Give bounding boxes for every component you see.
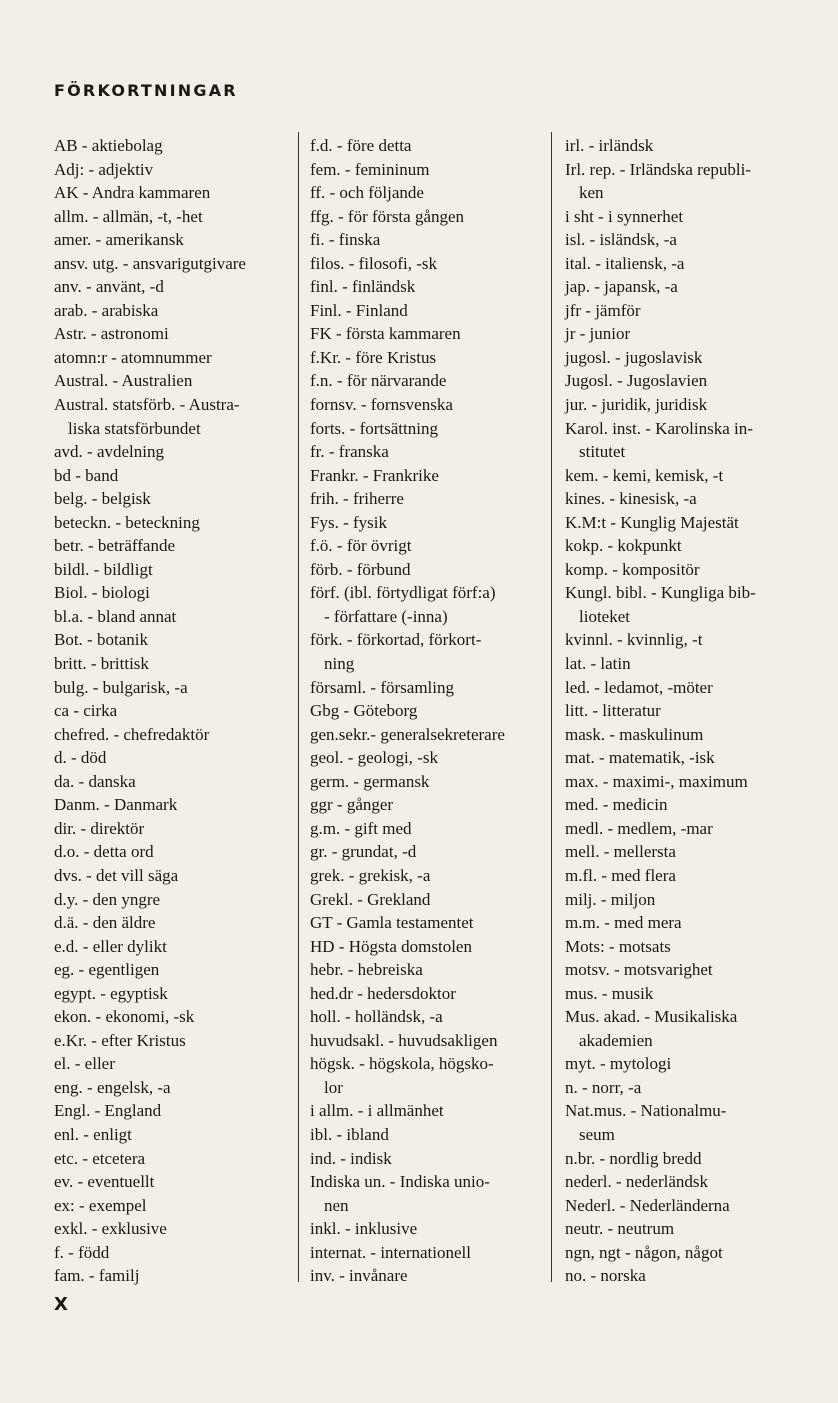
entry-text: allm. - allmän, -t, -het [54, 206, 203, 226]
abbreviation-entry [54, 652, 286, 676]
entry-text: el. - eller [54, 1054, 115, 1074]
entry-text: irl. - irländsk [565, 136, 654, 155]
abbreviation-entry [565, 464, 801, 488]
abbreviation-entry [565, 252, 801, 276]
entry-text: GT - Gamla testamentet [310, 913, 474, 933]
entry-continuation: lioteket [579, 606, 630, 626]
abbreviation-entry [54, 935, 286, 959]
entry-text: n. - norr, -a [565, 1077, 642, 1097]
abbreviation-entry [565, 723, 801, 747]
entry-text: holl. - holländsk, -a [310, 1007, 443, 1027]
entry-text: myt. - mytologi [565, 1054, 672, 1074]
abbreviation-entry [310, 252, 542, 276]
abbreviation-entry [310, 1241, 542, 1265]
abbreviation-entry [565, 817, 801, 841]
entry-text: kem. - kemi, kemisk, -t [565, 465, 724, 485]
entry-text: mus. - musik [565, 983, 654, 1003]
entry-text: dvs. - det vill säga [54, 865, 179, 885]
abbreviation-entry [565, 346, 801, 370]
entry-text: kvinnl. - kvinnlig, -t [565, 630, 703, 650]
abbreviation-column-3 [565, 134, 801, 1288]
abbreviation-entry [565, 864, 801, 888]
abbreviation-entry [565, 958, 801, 982]
abbreviation-entry [565, 158, 801, 205]
abbreviation-entry [54, 676, 286, 700]
entry-text: bd - band [54, 465, 119, 485]
entry-text: g.m. - gift med [310, 818, 412, 838]
entry-text: Biol. - biologi [54, 583, 150, 603]
entry-text: Mus. akad. - Musikaliska [565, 1007, 738, 1027]
abbreviation-entry [310, 723, 542, 747]
entry-text: förb. - förbund [310, 559, 411, 579]
abbreviation-entry [565, 652, 801, 676]
entry-text: ggr - gånger [310, 795, 394, 815]
abbreviation-entry [54, 511, 286, 535]
abbreviation-entry [565, 840, 801, 864]
entry-text: atomn:r - atomnummer [54, 347, 212, 367]
abbreviation-entry [54, 1099, 286, 1123]
entry-text: ex: - exempel [54, 1195, 147, 1215]
abbreviation-entry [54, 864, 286, 888]
entry-text: jap. - japansk, -a [565, 277, 678, 297]
entry-text: bl.a. - bland annat [54, 606, 177, 626]
entry-text: d.y. - den yngre [54, 889, 161, 909]
entry-text: frih. - friherre [310, 489, 404, 509]
abbreviation-entry [310, 158, 542, 182]
entry-text: motsv. - motsvarighet [565, 960, 713, 980]
abbreviation-entry [310, 982, 542, 1006]
abbreviation-entry [54, 605, 286, 629]
entry-text: Astr. - astronomi [54, 324, 169, 344]
entry-text: jur. - juridik, juridisk [565, 395, 708, 415]
entry-text: chefred. - chefredaktör [54, 724, 210, 744]
entry-text: filos. - filosofi, -sk [310, 253, 438, 273]
entry-text: e.Kr. - efter Kristus [54, 1030, 186, 1050]
abbreviation-entry [565, 1052, 801, 1076]
abbreviation-entry [54, 369, 286, 393]
entry-text: litt. - litteratur [565, 701, 661, 721]
abbreviation-entry [54, 346, 286, 370]
abbreviation-entry [310, 840, 542, 864]
entry-text: Kungl. bibl. - Kungliga bib- [565, 583, 756, 603]
abbreviation-entry [54, 1264, 286, 1288]
abbreviation-entry [54, 558, 286, 582]
abbreviation-entry [310, 134, 542, 158]
entry-continuation: ning [324, 654, 355, 674]
abbreviation-entry [54, 1005, 286, 1029]
abbreviation-entry [310, 464, 542, 488]
abbreviation-entry [565, 888, 801, 912]
entry-text: jugosl. - jugoslavisk [565, 347, 703, 367]
entry-text: britt. - brittisk [54, 654, 149, 674]
abbreviation-entry [310, 1005, 542, 1029]
entry-text: enl. - enligt [54, 1124, 132, 1144]
abbreviation-entry [310, 534, 542, 558]
entry-text: finl. - finländsk [310, 277, 416, 297]
entry-text: led. - ledamot, -möter [565, 677, 713, 697]
abbreviation-entry [54, 1241, 286, 1265]
entry-text: komp. - kompositör [565, 559, 700, 579]
entry-text: eg. - egentligen [54, 960, 160, 980]
entry-text: Austral. statsförb. - Austra- [54, 395, 240, 415]
entry-text: i allm. - i allmänhet [310, 1101, 444, 1121]
abbreviation-entry [565, 299, 801, 323]
entry-text: dir. - direktör [54, 818, 145, 838]
abbreviation-entry [54, 534, 286, 558]
entry-text: förk. - förkortad, förkort- [310, 630, 482, 650]
abbreviation-entry [54, 1217, 286, 1241]
abbreviation-column-1 [54, 134, 286, 1288]
entry-continuation: ken [579, 183, 604, 203]
entry-text: mask. - maskulinum [565, 724, 704, 744]
abbreviation-entry [310, 181, 542, 205]
abbreviation-entry [565, 322, 801, 346]
entry-text: milj. - miljon [565, 889, 656, 909]
entry-text: d.o. - detta ord [54, 842, 154, 862]
abbreviation-entry [54, 793, 286, 817]
entry-continuation: nen [324, 1195, 349, 1215]
abbreviation-entry [565, 581, 801, 628]
entry-text: forts. - fortsättning [310, 418, 438, 438]
abbreviation-entry [565, 1217, 801, 1241]
abbreviation-column-2 [310, 134, 542, 1288]
abbreviation-entry [565, 228, 801, 252]
abbreviation-entry [54, 299, 286, 323]
entry-text: f.ö. - för övrigt [310, 536, 412, 556]
abbreviation-entry [310, 417, 542, 441]
abbreviation-entry [54, 487, 286, 511]
abbreviation-entry [54, 1194, 286, 1218]
entry-text: ind. - indisk [310, 1148, 392, 1168]
abbreviation-entry [54, 723, 286, 747]
abbreviation-entry [565, 417, 801, 464]
entry-text: FK - första kammaren [310, 324, 461, 344]
entry-text: f. - född [54, 1242, 110, 1262]
abbreviation-entry [54, 134, 286, 158]
entry-text: betr. - beträffande [54, 536, 175, 556]
abbreviation-entry [565, 1241, 801, 1265]
abbreviation-entry [565, 628, 801, 652]
abbreviation-entry [310, 864, 542, 888]
entry-text: fr. - franska [310, 442, 389, 462]
abbreviation-entry [54, 840, 286, 864]
abbreviation-entry [310, 911, 542, 935]
entry-text: fi. - finska [310, 230, 381, 250]
entry-text: germ. - germansk [310, 771, 430, 791]
abbreviation-entry [310, 322, 542, 346]
entry-text: kines. - kinesisk, -a [565, 489, 697, 509]
entry-text: ansv. utg. - ansvarigutgivare [54, 253, 246, 273]
entry-text: n.br. - nordlig bredd [565, 1148, 702, 1168]
entry-text: Frankr. - Frankrike [310, 465, 439, 485]
entry-text: gr. - grundat, -d [310, 842, 417, 862]
abbreviation-entry [310, 487, 542, 511]
abbreviation-entry [565, 1194, 801, 1218]
abbreviation-entry [310, 511, 542, 535]
entry-text: Karol. inst. - Karolinska in- [565, 418, 753, 438]
abbreviation-entry [54, 228, 286, 252]
abbreviation-entry [565, 935, 801, 959]
entry-text: Bot. - botanik [54, 630, 148, 650]
abbreviation-entry [54, 181, 286, 205]
entry-text: Engl. - England [54, 1101, 162, 1121]
entry-text: Austral. - Australien [54, 371, 193, 391]
abbreviation-entry [310, 1123, 542, 1147]
entry-text: amer. - amerikansk [54, 230, 184, 250]
entry-text: inkl. - inklusive [310, 1219, 418, 1239]
entry-text: Jugosl. - Jugoslavien [565, 371, 708, 391]
entry-text: no. - norska [565, 1266, 646, 1286]
entry-text: ff. - och följande [310, 183, 424, 203]
abbreviation-entry [54, 440, 286, 464]
abbreviation-entry [565, 205, 801, 229]
entry-text: exkl. - exklusive [54, 1219, 167, 1239]
entry-text: bildl. - bildligt [54, 559, 153, 579]
entry-text: egypt. - egyptisk [54, 983, 168, 1003]
entry-text: belg. - belgisk [54, 489, 151, 509]
entry-text: mell. - mellersta [565, 842, 676, 862]
entry-text: Gbg - Göteborg [310, 701, 418, 721]
entry-text: Nederl. - Nederländerna [565, 1195, 730, 1215]
abbreviation-entry [54, 1170, 286, 1194]
abbreviation-entry [310, 888, 542, 912]
abbreviation-entry [310, 1170, 542, 1217]
entry-text: neutr. - neutrum [565, 1219, 675, 1239]
entry-text: jfr - jämför [565, 300, 641, 320]
abbreviation-entry [54, 205, 286, 229]
abbreviation-entry [54, 1123, 286, 1147]
entry-text: AB - aktiebolag [54, 136, 163, 155]
entry-text: förf. (ibl. förtydligat förf:a) [310, 583, 496, 603]
entry-text: Danm. - Danmark [54, 795, 178, 815]
abbreviation-entry [54, 770, 286, 794]
entry-text: fem. - femininum [310, 159, 430, 179]
abbreviation-entry [54, 817, 286, 841]
abbreviation-entry [310, 793, 542, 817]
abbreviation-entry [565, 1264, 801, 1288]
abbreviation-entry [310, 817, 542, 841]
abbreviation-entry [565, 369, 801, 393]
entry-text: i sht - i synnerhet [565, 206, 684, 226]
abbreviation-entry [565, 1076, 801, 1100]
abbreviation-entry [565, 676, 801, 700]
entry-text: Grekl. - Grekland [310, 889, 431, 909]
entry-text: max. - maximi-, maximum [565, 771, 748, 791]
entry-text: anv. - använt, -d [54, 277, 164, 297]
abbreviation-entry [310, 770, 542, 794]
page-number: X [54, 1294, 68, 1315]
entry-text: mat. - matematik, -isk [565, 748, 715, 768]
abbreviation-entry [54, 628, 286, 652]
abbreviation-entry [54, 746, 286, 770]
entry-text: Finl. - Finland [310, 300, 408, 320]
abbreviation-entry [565, 699, 801, 723]
entry-text: ffg. - för första gången [310, 206, 465, 226]
entry-text: jr - junior [565, 324, 631, 344]
abbreviation-entry [565, 1005, 801, 1052]
abbreviation-entry [310, 935, 542, 959]
abbreviation-entry [54, 464, 286, 488]
entry-text: f.d. - före detta [310, 136, 412, 155]
entry-text: geol. - geologi, -sk [310, 748, 438, 768]
abbreviation-entry [310, 1264, 542, 1288]
entry-text: ibl. - ibland [310, 1124, 389, 1144]
entry-text: avd. - avdelning [54, 442, 164, 462]
abbreviation-entry [565, 1147, 801, 1171]
entry-continuation: liska statsförbundet [68, 418, 201, 438]
abbreviation-entry [310, 299, 542, 323]
abbreviation-entry [310, 1099, 542, 1123]
entry-text: m.m. - med mera [565, 913, 682, 933]
entry-text: med. - medicin [565, 795, 668, 815]
abbreviation-entry [54, 1147, 286, 1171]
entry-text: ital. - italiensk, -a [565, 253, 685, 273]
abbreviation-entry [310, 958, 542, 982]
abbreviation-entry [54, 958, 286, 982]
entry-text: da. - danska [54, 771, 136, 791]
abbreviation-entry [310, 746, 542, 770]
abbreviation-entry [565, 911, 801, 935]
entry-text: Nat.mus. - Nationalmu- [565, 1101, 727, 1121]
entry-continuation: akademien [579, 1030, 653, 1050]
entry-text: e.d. - eller dylikt [54, 936, 167, 956]
abbreviation-entry [310, 393, 542, 417]
column-divider [551, 132, 552, 1282]
page-title: FÖRKORTNINGAR [54, 81, 238, 100]
entry-text: kokp. - kokpunkt [565, 536, 682, 556]
abbreviation-entry [565, 534, 801, 558]
entry-continuation: seum [579, 1124, 615, 1144]
abbreviation-entry [54, 1029, 286, 1053]
abbreviation-entry [310, 581, 542, 628]
abbreviation-entry [54, 982, 286, 1006]
abbreviation-entry [310, 1052, 542, 1099]
abbreviation-entry [54, 699, 286, 723]
entry-text: Mots: - motsats [565, 936, 671, 956]
abbreviation-entry [565, 1099, 801, 1146]
abbreviation-entry [310, 346, 542, 370]
entry-text: medl. - medlem, -mar [565, 818, 713, 838]
abbreviation-entry [565, 393, 801, 417]
entry-text: fornsv. - fornsvenska [310, 395, 453, 415]
abbreviation-entry [310, 558, 542, 582]
abbreviation-entry [310, 1147, 542, 1171]
entry-text: Indiska un. - Indiska unio- [310, 1172, 490, 1192]
entry-text: fam. - familj [54, 1266, 140, 1286]
entry-text: högsk. - högskola, högsko- [310, 1054, 494, 1074]
entry-text: Adj: - adjektiv [54, 159, 154, 179]
entry-text: ev. - eventuellt [54, 1172, 155, 1192]
abbreviation-entry [565, 746, 801, 770]
abbreviation-entry [565, 511, 801, 535]
entry-continuation: - författare (-inna) [324, 606, 448, 626]
abbreviation-entry [565, 558, 801, 582]
entry-text: grek. - grekisk, -a [310, 865, 431, 885]
entry-text: etc. - etcetera [54, 1148, 146, 1168]
entry-text: Irl. rep. - Irländska republi- [565, 159, 751, 179]
abbreviation-entry [54, 1076, 286, 1100]
entry-text: huvudsakl. - huvudsakligen [310, 1030, 498, 1050]
abbreviation-entry [54, 888, 286, 912]
entry-text: Fys. - fysik [310, 512, 387, 532]
entry-text: beteckn. - beteckning [54, 512, 200, 532]
abbreviation-entry [310, 628, 542, 675]
entry-text: hebr. - hebreiska [310, 960, 423, 980]
abbreviation-entry [310, 440, 542, 464]
abbreviation-entry [310, 1029, 542, 1053]
entry-text: eng. - engelsk, -a [54, 1077, 171, 1097]
abbreviation-entry [54, 581, 286, 605]
entry-text: d. - död [54, 748, 107, 768]
entry-text: internat. - internationell [310, 1242, 471, 1262]
entry-text: arab. - arabiska [54, 300, 159, 320]
entry-text: ngn, ngt - någon, något [565, 1242, 723, 1262]
abbreviation-entry [54, 1052, 286, 1076]
entry-text: hed.dr - hedersdoktor [310, 983, 456, 1003]
abbreviation-entry [54, 393, 286, 440]
entry-text: AK - Andra kammaren [54, 183, 211, 203]
entry-text: f.n. - för närvarande [310, 371, 447, 391]
entry-text: nederl. - nederländsk [565, 1172, 709, 1192]
abbreviation-entry [565, 770, 801, 794]
abbreviation-entry [565, 134, 801, 158]
entry-continuation: stitutet [579, 442, 626, 462]
abbreviation-entry [310, 205, 542, 229]
abbreviation-entry [54, 252, 286, 276]
abbreviation-entry [54, 911, 286, 935]
abbreviation-entry [54, 275, 286, 299]
abbreviation-entry [310, 699, 542, 723]
entry-text: gen.sekr.- generalsekreterare [310, 724, 505, 744]
abbreviation-entry [310, 1217, 542, 1241]
entry-text: inv. - invånare [310, 1266, 408, 1286]
abbreviation-entry [565, 982, 801, 1006]
entry-text: lat. - latin [565, 654, 631, 674]
abbreviation-entry [310, 228, 542, 252]
abbreviation-entry [54, 322, 286, 346]
entry-text: församl. - församling [310, 677, 454, 697]
abbreviation-entry [310, 369, 542, 393]
entry-text: f.Kr. - före Kristus [310, 347, 437, 367]
entry-text: m.fl. - med flera [565, 865, 676, 885]
entry-text: bulg. - bulgarisk, -a [54, 677, 188, 697]
entry-text: isl. - isländsk, -a [565, 230, 677, 250]
abbreviation-entry [565, 1170, 801, 1194]
entry-text: HD - Högsta domstolen [310, 936, 472, 956]
entry-text: d.ä. - den äldre [54, 913, 156, 933]
abbreviation-entry [310, 275, 542, 299]
entry-text: K.M:t - Kunglig Majestät [565, 512, 739, 532]
abbreviation-entry [310, 676, 542, 700]
entry-continuation: lor [324, 1077, 343, 1097]
abbreviation-entry [565, 487, 801, 511]
column-divider [298, 132, 299, 1282]
abbreviation-entry [565, 793, 801, 817]
entry-text: ca - cirka [54, 701, 118, 721]
abbreviation-entry [54, 158, 286, 182]
abbreviation-entry [565, 275, 801, 299]
entry-text: ekon. - ekonomi, -sk [54, 1007, 195, 1027]
